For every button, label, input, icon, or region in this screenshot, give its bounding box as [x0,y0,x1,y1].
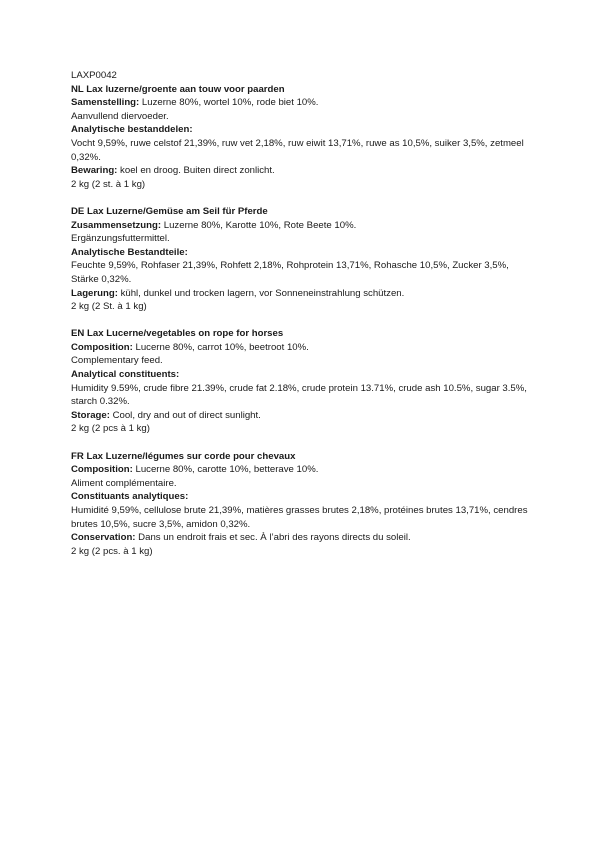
section-nl [71,83,531,192]
storage-value: koel en droog. Buiten direct zonlicht. [117,165,275,177]
analytical-label: Analytische Bestandteile: [71,246,188,258]
weight: 2 kg (2 pcs à 1 kg) [71,423,150,435]
composition-value: Luzerne 80%, wortel 10%, rode biet 10%. [139,97,319,109]
analytical-label: Analytical constituents: [71,369,180,381]
analytical-value: Humidité 9,59%, cellulose brute 21,39%, matières grasses brutes 2,18%, protéines brutes 13,71%, cendres brutes 10,5%, sucre 3,5%, amidon 0,32%. [71,505,528,530]
composition-line [71,341,531,355]
storage-line [71,164,531,178]
storage-line [71,531,531,545]
storage-value: Dans un endroit frais et sec. À l’abri des rayons directs du soleil. [135,532,411,544]
composition-label: Samenstelling: [71,97,140,109]
document-page [71,69,531,572]
composition-value: Lucerne 80%, carotte 10%, betterave 10%. [132,464,319,476]
section-heading: DE Lax Luzerne/Gemüse am Seil für Pferde [71,205,268,217]
composition-value: Lucerne 80%, carrot 10%, beetroot 10%. [132,341,309,353]
storage-line [71,409,531,423]
composition-label: Composition: [71,341,133,353]
analytical-value: Feuchte 9,59%, Rohfaser 21,39%, Rohfett 2,18%, Rohprotein 13,71%, Rohasche 10,5%, Zucker 3,5%, Stärke 0,32%. [71,260,509,285]
storage-value: Cool, dry and out of direct sunlight. [109,409,261,421]
weight: 2 kg (2 pcs. à 1 kg) [71,545,153,557]
weight: 2 kg (2 st. à 1 kg) [71,178,146,190]
feed-type: Ergänzungsfuttermittel. [71,233,170,245]
composition-value: Luzerne 80%, Karotte 10%, Rote Beete 10%. [161,219,357,231]
section-heading: FR Lax Luzerne/légumes sur corde pour chevaux [71,450,296,462]
feed-type: Complementary feed. [71,355,163,367]
document-code: LAXP0042 [71,70,117,81]
storage-value: kühl, dunkel und trocken lagern, vor Sonneneinstrahlung schützen. [117,287,405,299]
composition-line [71,96,531,110]
composition-line [71,463,531,477]
feed-type: Aanvullend diervoeder. [71,110,169,122]
composition-label: Zusammensetzung: [71,219,162,231]
composition-line [71,219,531,233]
feed-type: Aliment complémentaire. [71,477,177,489]
analytical-label: Constituants analytiques: [71,491,189,503]
section-en [71,327,531,436]
composition-label: Composition: [71,464,133,476]
weight: 2 kg (2 St. à 1 kg) [71,301,147,313]
storage-label: Bewaring: [71,165,118,177]
analytical-value: Vocht 9,59%, ruwe celstof 21,39%, ruw vet 2,18%, ruw eiwit 13,71%, ruwe as 10,5%, suiker 3,5%, zetmeel 0,32%. [71,137,524,163]
section-heading: EN Lax Lucerne/vegetables on rope for horses [71,328,284,340]
storage-label: Lagerung: [71,287,118,299]
storage-line [71,287,531,301]
section-de [71,205,531,314]
storage-label: Storage: [71,409,110,421]
section-heading: NL Lax luzerne/groente aan touw voor paarden [71,83,285,95]
section-fr [71,450,531,559]
storage-label: Conservation: [71,532,136,544]
analytical-label: Analytische bestanddelen: [71,124,193,136]
analytical-value: Humidity 9.59%, crude fibre 21.39%, crude fat 2.18%, crude protein 13.71%, crude ash 10.5%, sugar 3.5%, starch 0.32%. [71,382,527,408]
